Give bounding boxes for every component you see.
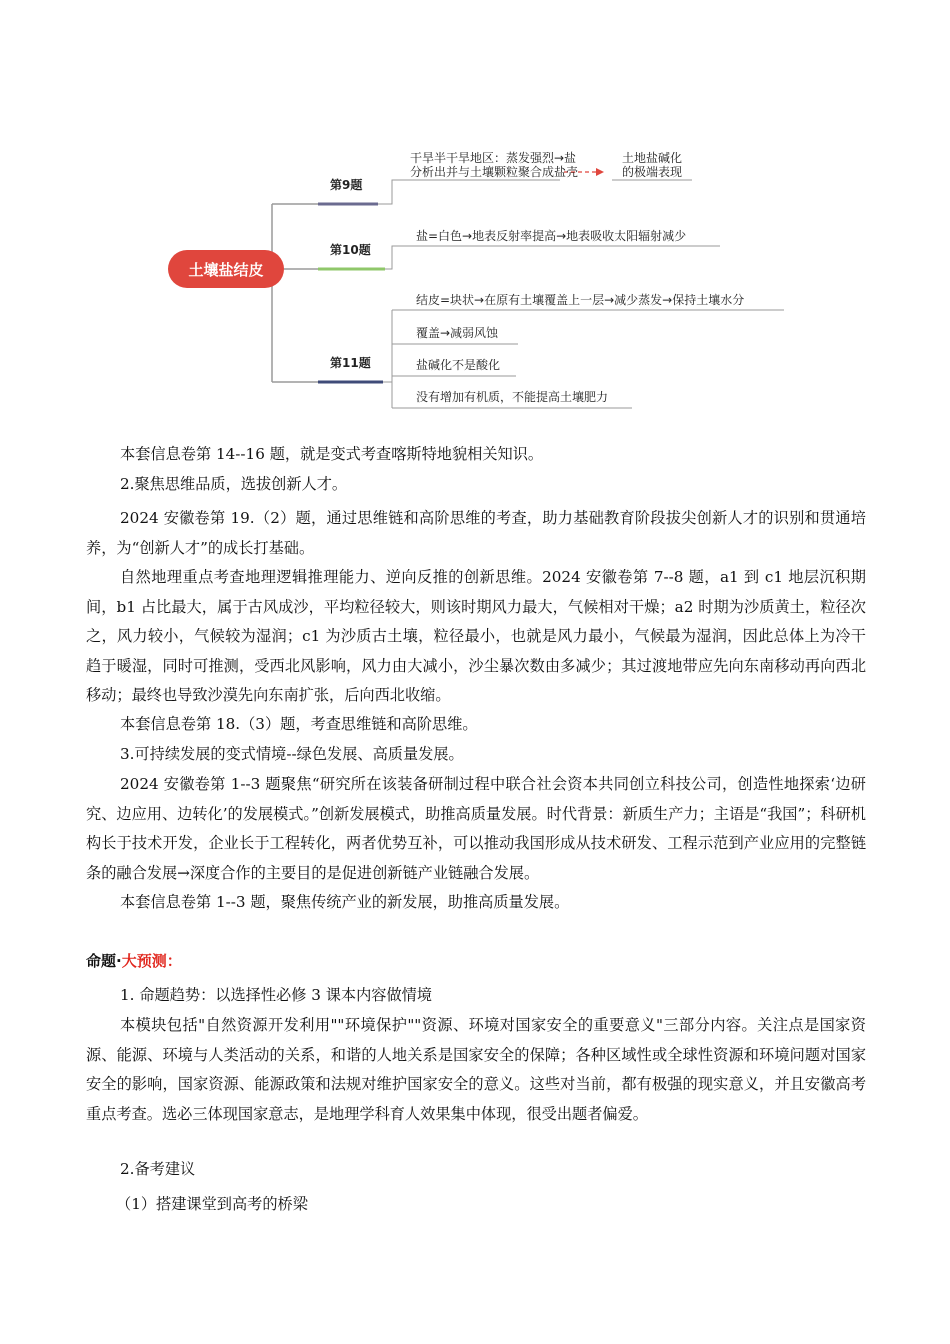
paragraph-2: 2.聚焦思维品质，选拔创新人才。: [120, 475, 348, 493]
section-title: [86, 950, 182, 971]
q11-leaf-3: 盐碱化不是酸化: [416, 358, 501, 372]
section-item-2: 2.备考建议: [120, 1160, 196, 1178]
section-paragraph: 本模块包括"自然资源开发利用""环境保护""资源、环境对国家安全的重要意义"三部分内容。关注点是国家资源、能源、环境与人类活动的关系，和谐的人地关系是国家安全的保障；各种区域性或全球性资源和环境问题对国家安全的影响，国家资源、能源政策和法规对维护国家安全的意义。这些对当前，都有极强的现实意义，并且安徽高考重点考查。选必三体现国家意志，是地理学科育人效果集中体现，很受出题者偏爱。: [86, 1016, 866, 1123]
q9-leaf-line2: 分析出并与土壤颗粒聚合成盐壳: [410, 165, 579, 179]
branch-label-q11: 第11题: [330, 356, 371, 370]
q11-leaf-2: 覆盖→减弱风蚀: [416, 326, 499, 340]
paragraph-6: 3.可持续发展的变式情境--绿色发展、高质量发展。: [120, 745, 464, 763]
paragraph-1: 本套信息卷第 14--16 题，就是变式考查喀斯特地貌相关知识。: [120, 445, 544, 463]
section-title-prefix: 命题·: [86, 952, 122, 970]
paragraph-8: 本套信息卷第 1--3 题，聚焦传统产业的新发展，助推高质量发展。: [120, 893, 570, 911]
q10-leaf: 盐=白色→地表反射率提高→地表吸收太阳辐射减少: [416, 229, 687, 243]
mind-map: [160, 138, 820, 418]
mind-map-root: 土壤盐结皮: [168, 250, 284, 288]
section-item-3: （1）搭建课堂到高考的桥梁: [116, 1195, 308, 1213]
q11-leaf-4: 没有增加有机质，不能提高土壤肥力: [416, 390, 609, 404]
paragraph-4: 自然地理重点考查地理逻辑推理能力、逆向反推的创新思维。2024 安徽卷第 7--8 题，a1 到 c1 地层沉积期间，b1 占比最大，属于古风成沙，平均粒径较大，则该时期风力最大，气候相对干燥；a2 时期为沙质黄土，粒径次之，风力较小，气候较为湿润；c1 为沙质古土壤，粒径最小，也就是风力最小，气候最为湿润，因此总体上为冷干趋于暖湿，同时可推测，受西北风影响，风力由大减小，沙尘暴次数由多减少；其过渡地带应先向东南移动再向西北移动；最终也导致沙漠先向东南扩张，后向西北收缩。: [86, 568, 866, 705]
branch-label-q9: 第9题: [330, 178, 363, 192]
branch-label-q10: 第10题: [330, 243, 371, 257]
paragraph-5: 本套信息卷第 18.（3）题，考查思维链和高阶思维。: [120, 715, 478, 733]
q11-leaf-1: 结皮=块状→在原有土壤覆盖上一层→减少蒸发→保持土壤水分: [416, 293, 745, 307]
section-title-highlight: 大预测：: [121, 952, 182, 970]
paragraph-7: 2024 安徽卷第 1--3 题聚焦“研究所在该装备研制过程中联合社会资本共同创立科技公司，创造性地探索‘边研究、边应用、边转化’的发展模式。”创新发展模式，助推高质量发展。时代背景：新质生产力；主语是“我国”；科研机构长于技术开发，企业长于工程转化，两者优势互补，可以推动我国形成从技术研发、工程示范到产业应用的完整链条的融合发展→深度合作的主要目的是促进创新链产业链融合发展。: [86, 775, 866, 882]
q9-result-line1: 土地盐碱化: [622, 151, 683, 165]
q9-leaf-line1: 干旱半干旱地区：蒸发强烈→盐: [410, 151, 577, 165]
section-item-1: 1. 命题趋势：以选择性必修 3 课本内容做情境: [120, 986, 433, 1004]
paragraph-3: 2024 安徽卷第 19.（2）题，通过思维链和高阶思维的考查，助力基础教育阶段拔尖创新人才的识别和贯通培养，为“创新人才”的成长打基础。: [86, 509, 866, 557]
q9-result-line2: 的极端表现: [622, 165, 683, 179]
